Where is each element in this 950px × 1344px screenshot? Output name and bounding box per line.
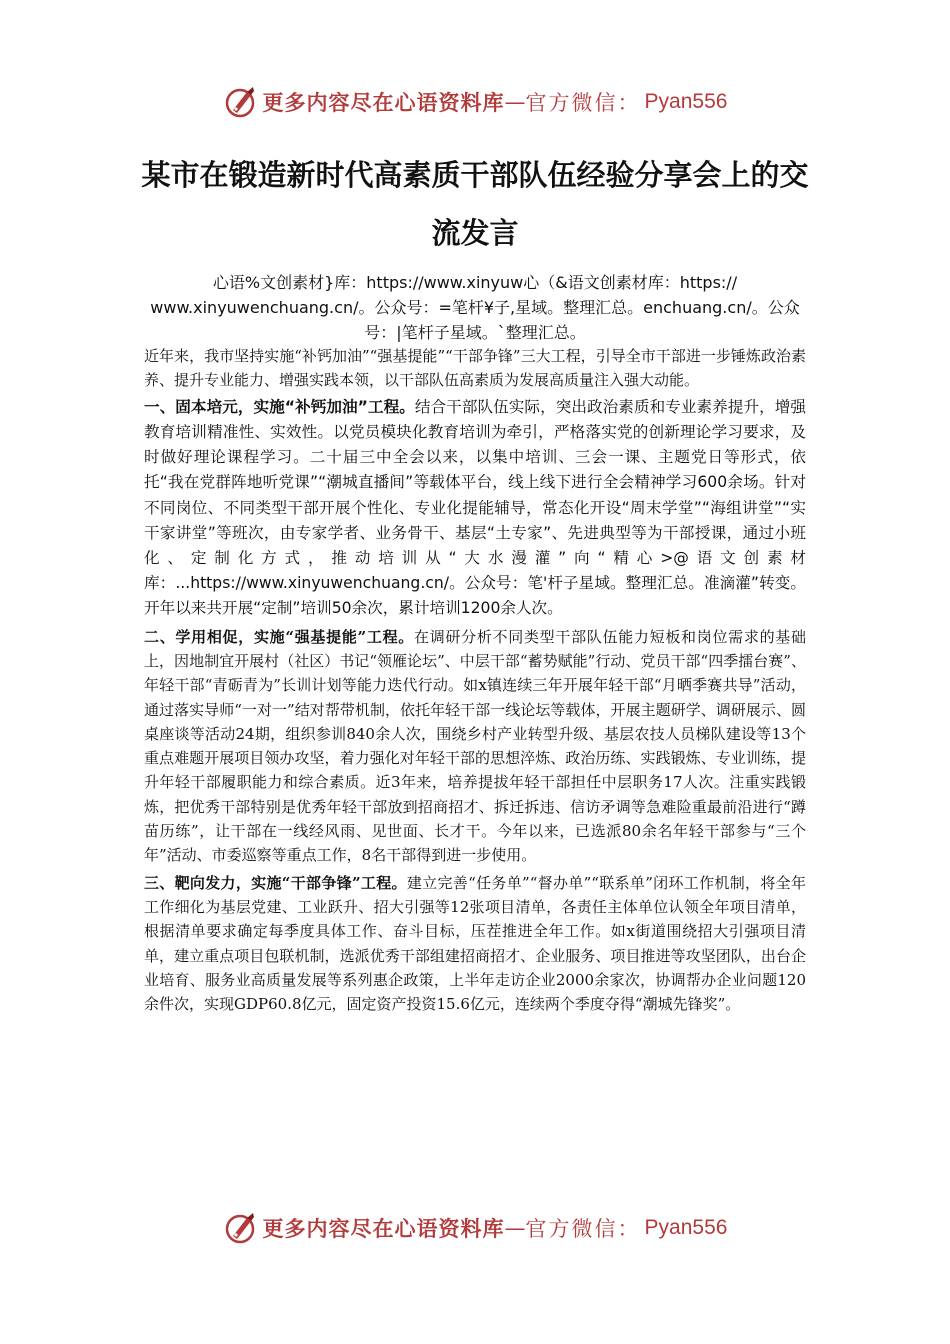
document-body [144, 344, 806, 1016]
banner-wechat-id: Pyan556 [644, 1216, 728, 1239]
source-line: 心语%文创素材}库：https://www.xinyuw心（&语文创素材库：https:// www.xinyuwenchuang.cn/。公众号：=笔杆¥子,星域。整理汇总。enchuang.cn/。公众号：|笔杆子星域。`整理汇总。 [150, 273, 800, 342]
banner-dash: — [504, 1216, 526, 1240]
banner-wechat-label: 官方微信： [525, 91, 641, 115]
intro-paragraph: 近年来，我市坚持实施“补钙加油”“强基提能”“干部争锋”三大工程，引导全市干部进一步锤炼政治素养、提升专业能力、增强实践本领，以干部队伍高素质为发展高质量注入强大动能。 [144, 347, 806, 390]
banner-wechat-label: 官方微信： [525, 1217, 641, 1241]
section-2-heading: 二、学用相促，实施“强基提能”工程。 [144, 627, 414, 646]
banner-wechat-id: Pyan556 [644, 90, 728, 113]
section-3-heading: 三、靶向发力，实施“干部争锋”工程。 [144, 873, 407, 892]
bottom-banner [0, 1206, 950, 1250]
section-3-text: 建立完善“任务单”“督办单”“联系单”闭环工作机制，将全年工作细化为基层党建、工业跃升、招大引强等12张项目清单，各责任主体单位认领全年项目清单，根据清单要求确定每季度具体工作、奋斗目标，压茬推进全年工作。如x街道围绕招大引强项目清单，建立重点项目包联机制，选派优秀干部组建招商招才、企业服务、项目推进等攻坚团队，出台企业培育、服务业高质量发展等系列惠企政策，上半年走访企业2000余家次，协调帮办企业问题120余件次，实现GDP60.8亿元，固定资产投资15.6亿元，连续两个季度夺得“潮城先锋奖”。 [144, 873, 806, 1014]
section-2-text: 在调研分析不同类型干部队伍能力短板和岗位需求的基础上，因地制宜开展村（社区）书记“领雁论坛”、中层干部“蓄势赋能”行动、党员干部“四季擂台赛”、年轻干部“青砺青为”长训计划等能力迭代行动。如x镇连续三年开展年轻干部“月晒季赛共导”活动，通过落实导师“一对一”结对帮带机制，依托年轻干部一线论坛等载体，开展主题研学、调研展示、圆桌座谈等活动24期，组织参训840余人次，围绕乡村产业转型升级、基层农技人员梯队建设等13个重点难题开展项目领办攻坚，着力强化对年轻干部的思想淬炼、政治历练、实践锻炼、专业训练，提升年轻干部履职能力和综合素质。近3年来，培养提拔年轻干部担任中层职务17人次。注重实践锻炼，把优秀干部特别是优秀年轻干部放到招商招才、拆迁拆违、信访矛调等急难险重最前沿进行“蹲苗历练”，让干部在一线经风雨、见世面、长才干。今年以来，已选派80余名年轻干部参与“三个年”活动、市委巡察等重点工作，8名干部得到进一步使用。 [144, 627, 806, 865]
pen-logo-icon [223, 1210, 259, 1246]
document-title: 某市在锻造新时代高素质干部队伍经验分享会上的交流发言 [141, 158, 809, 250]
top-banner [0, 80, 950, 124]
section-3-paragraph [144, 871, 806, 1017]
banner-main-text: 更多内容尽在心语资料库 [262, 90, 505, 115]
section-1-paragraph [144, 395, 806, 622]
section-2-paragraph [144, 625, 806, 868]
section-1-text: 结合干部队伍实际，突出政治素质和专业素养提升，增强教育培训精准性、实效性。以党员模块化教育培训为牵引，严格落实党的创新理论学习要求，及时做好理论课程学习。二十届三中全会以来，以集中培训、三会一课、主题党日等形式，依托“我在党群阵地听党课”“潮城直播间”等载体平台，线上线下进行全会精神学习600余场。针对不同岗位、不同类型干部开展个性化、专业化提能辅导，常态化开设“周末学堂”“海组讲堂”“实干家讲堂”等班次，由专家学者、业务骨干、基层“土专家”、先进典型等为干部授课，通过小班化、定制化方式，推动培训从“大水漫灌”向“精心>@语文创素材库：...https://www.xinyuwenchuang.cn/。公众号：笔'杆子星域。整理汇总。准滴灌”转变。开年以来共开展“定制”培训50余次，累计培训1200余人次。 [144, 397, 806, 618]
banner-dash: — [504, 90, 526, 114]
banner-main-text: 更多内容尽在心语资料库 [262, 1216, 505, 1241]
section-1-heading: 一、固本培元，实施“补钙加油”工程。 [144, 397, 415, 416]
pen-logo-icon [223, 84, 259, 120]
